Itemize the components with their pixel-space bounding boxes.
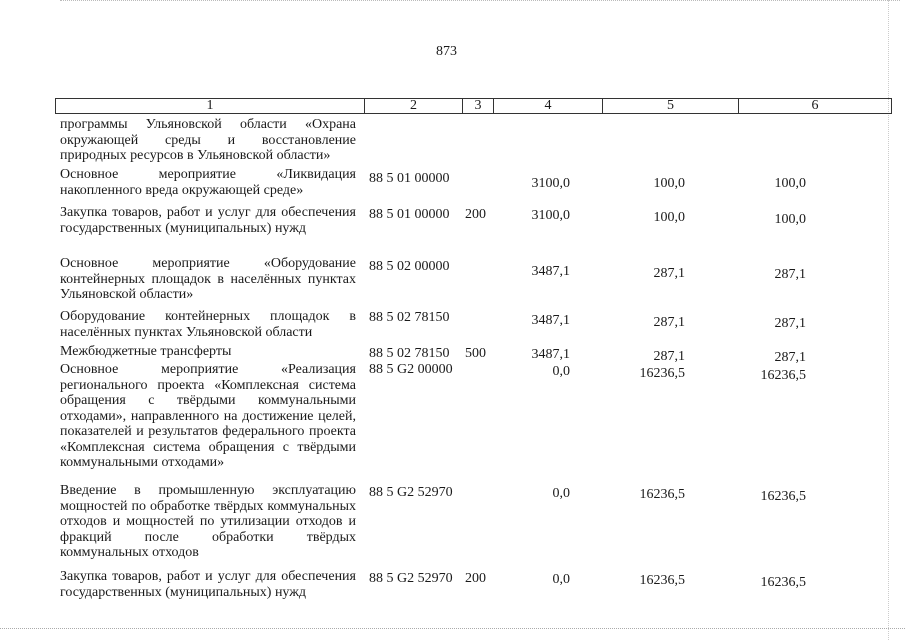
scan-edge-bottom [0,628,905,632]
row-col6: 287,1 [774,350,806,365]
row-col4: 3487,1 [531,264,570,279]
row-col4: 0,0 [552,572,570,587]
row-description: Закупка товаров, работ и услуг для обеспечения государственных (муниципальных) нужд [60,205,356,236]
row-col6: 16236,5 [760,575,806,590]
row-code: 88 5 G2 00000 [369,362,453,377]
row-col6: 287,1 [774,316,806,331]
row-col6: 16236,5 [760,368,806,383]
row-description: Оборудование контейнерных площадок в населённых пунктах Ульяновской области [60,309,356,340]
row-description: Закупка товаров, работ и услуг для обеспечения государственных (муниципальных) нужд [60,569,356,600]
row-vr: 500 [465,346,486,361]
row-description: Введение в промышленную эксплуатацию мощностей по обработке твёрдых коммунальных отходов и мощностей по утилизации отходов и фракций после обработки твёрдых коммунальных отходов [60,483,356,560]
row-col4: 3100,0 [531,208,570,223]
row-col4: 3487,1 [531,313,570,328]
row-code: 88 5 02 00000 [369,259,450,274]
row-col5: 287,1 [653,315,685,330]
row-code: 88 5 G2 52970 [369,485,453,500]
row-description: Межбюджетные трансферты [60,344,232,359]
header-col-1: 1 [206,98,214,113]
row-col5: 16236,5 [639,487,685,502]
row-col5: 100,0 [653,176,685,191]
row-col5: 287,1 [653,266,685,281]
row-col4: 3487,1 [531,347,570,362]
row-col6: 100,0 [774,176,806,191]
row-col5: 287,1 [653,349,685,364]
row-vr: 200 [465,571,486,586]
row-col5: 16236,5 [639,366,685,381]
row-description: программы Ульяновской области «Охрана окружающей среды и восстановление природных ресурсов в Ульяновской области» [60,117,356,163]
scan-edge-right [888,0,890,640]
row-description: Основное мероприятие «Ликвидация накопленного вреда окружающей среде» [60,167,356,198]
row-col6: 16236,5 [760,489,806,504]
header-col-5: 5 [667,98,674,113]
row-col4: 0,0 [552,364,570,379]
row-col4: 0,0 [552,486,570,501]
row-code: 88 5 01 00000 [369,171,450,186]
row-code: 88 5 02 78150 [369,346,450,361]
scan-edge-top [60,0,900,3]
header-col-6: 6 [811,98,819,113]
row-description: Основное мероприятие «Реализация регионального проекта «Комплексная система обращения с твёрдыми коммунальными отходами», направленного на достижение целей, показателей и результатов федерального проекта «Комплексная система обращения с твёрдыми коммунальными отходами» [60,362,356,470]
row-code: 88 5 G2 52970 [369,571,453,586]
header-col-4: 4 [544,98,552,113]
row-col5: 16236,5 [639,573,685,588]
row-col6: 287,1 [774,267,806,282]
row-col6: 100,0 [774,212,806,227]
row-col4: 3100,0 [531,176,570,191]
header-col-2: 2 [410,98,417,113]
row-code: 88 5 01 00000 [369,207,450,222]
row-vr: 200 [465,207,486,222]
page-number: 873 [436,44,457,59]
table-header [55,98,892,114]
row-description: Основное мероприятие «Оборудование контейнерных площадок в населённых пунктах Ульяновской области» [60,256,356,302]
header-col-3: 3 [474,98,482,113]
row-col5: 100,0 [653,210,685,225]
row-code: 88 5 02 78150 [369,310,450,325]
